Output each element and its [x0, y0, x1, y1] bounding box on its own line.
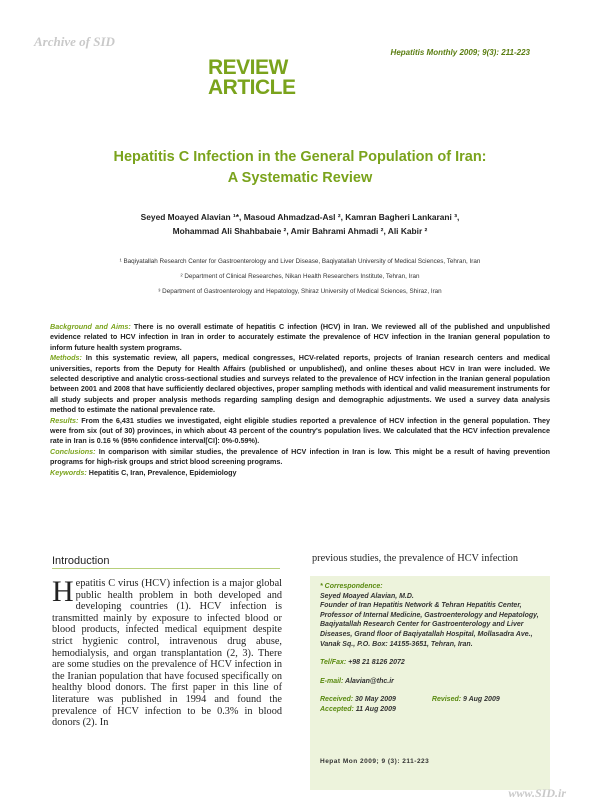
- heading-divider: [52, 568, 280, 569]
- drop-cap: H: [52, 575, 74, 608]
- revised-value: 9 Aug 2009: [461, 696, 500, 704]
- correspondence-content: [320, 582, 542, 715]
- results-text: From the 6,431 studies we investigated, eight eligible studies reported a prevalence of HCV infection in the general population. They were from six (out of 30) provinces, in which about 43 percent of the country's population lives. We calculated that the HCV infection prevalence rate in Iran is 0.16 % (95% confidence interval[CI]: 0%-0.59%).: [50, 415, 550, 446]
- correspondence-name: Seyed Moayed Alavian, M.D.: [320, 592, 414, 600]
- affiliations: [0, 254, 600, 299]
- conclusions-label: Conclusions:: [50, 446, 96, 456]
- abstract-methods: [50, 353, 550, 415]
- methods-text: In this systematic review, all papers, medical congresses, HCV-related reports, projects of Iranian research centers and medical universities, reports from the Deputy for Health Affairs (published or unpublished), and online theses about HCV in Iran were included. We selected descriptive and analytic cross-sectional studies and surveys related to the prevalence of HCV infection in the Iranian general population between 2001 and 2008 that have sufficiently declared objectives, proper sampling methods with identical and valid measurement instruments for all study subjects and proper analysis methods regarding sampling design and demographic adjustments. We used a survey data analysis method to estimate the national prevalence rate.: [50, 353, 550, 415]
- email-value: Alavian@thc.ir: [343, 677, 394, 685]
- revised-label: Revised:: [431, 696, 462, 704]
- accepted-line: [320, 705, 542, 715]
- footer-citation: Hepat Mon 2009; 9 (3): 211-223: [320, 758, 430, 765]
- results-label: Results:: [50, 415, 79, 425]
- abstract-results: [50, 416, 550, 447]
- dates-line: [320, 695, 542, 705]
- tel-value: +98 21 8126 2072: [346, 659, 405, 667]
- title-line-2: A Systematic Review: [227, 170, 373, 186]
- abstract-keywords: [50, 468, 550, 478]
- methods-label: Methods:: [50, 353, 82, 363]
- conclusions-text: In comparison with similar studies, the prevalence of HCV infection in Iran is low. This might be a result of having prevention programs for high-risk groups and strict blood screening programs.: [50, 446, 550, 467]
- authors-line-1: Seyed Moayed Alavian ¹*, Masoud Ahmadzad-Asl ², Kamran Bagheri Lankarani ³,: [140, 212, 460, 222]
- sid-watermark: www.SID.ir: [508, 786, 566, 800]
- archive-watermark: Archive of SID: [34, 34, 115, 49]
- received-label: Received:: [320, 696, 354, 704]
- tel-line: [320, 658, 542, 668]
- review-article-badge: [208, 58, 296, 98]
- introduction-body: [52, 575, 282, 729]
- accepted-value: 11 Aug 2009: [353, 705, 396, 713]
- article-title: [0, 147, 600, 189]
- tel-label: Tel/Fax:: [320, 659, 347, 667]
- affiliation-2: ² Department of Clinical Researches, Nikan Health Researchers Institute, Tehran, Iran: [180, 273, 420, 280]
- introduction-text: epatitis C virus (HCV) infection is a major global public health problem in both developed and developing countries (1). HCV infection is transmitted mainly by exposure to infected blood or blood products, infected medical equipment despite strict hygienic control, intravenous drug abuse, hemodialysis, and organ transplantation (2, 3). There are some studies on the prevalence of HCV infection in the Iranian population that have focused specifically on healthy blood donors. The first paper in this line of literature was published in 1994 and found the prevalence of HCV infection to be 0.3% in blood donors (2). In: [52, 578, 282, 729]
- received-value: 30 May 2009: [353, 696, 396, 704]
- abstract-background: [50, 322, 550, 353]
- affiliation-1: ¹ Baqiyatallah Research Center for Gastroenterology and Liver Disease, Baqiyatallah University of Medical Sciences, Tehran, Iran: [119, 258, 481, 265]
- email-line: [320, 677, 542, 687]
- authors-line-2: Mohammad Ali Shahbabaie ², Amir Bahrami Ahmadi ², Ali Kabir ²: [172, 226, 428, 236]
- abstract: [50, 322, 550, 478]
- background-label: Background and Aims:: [50, 322, 131, 331]
- correspondence-details: Founder of Iran Hepatitis Network & Tehran Hepatitis Center, Professor of Internal Medicine, Gastroenterology and Hepatology, Baqiyatallah Research Center for Gastroenterology and Liver Diseases, Grand floor of Baqiyatallah Hospital, Mollasadra Ave., Vanak Sq., P.O. Box: 14155-3651, Tehran, Iran.: [320, 602, 539, 648]
- right-column-text: previous studies, the prevalence of HCV infection: [312, 553, 518, 564]
- keywords-text: Hepatitis C, Iran, Prevalence, Epidemiology: [86, 467, 237, 477]
- title-line-1: Hepatitis C Infection in the General Population of Iran:: [113, 149, 487, 165]
- background-text: There is no overall estimate of hepatitis C infection (HCV) in Iran. We reviewed all of the published and unpublished evidence related to HCV infection in Iran in order to accurately estimate the prevalence of HCV infection in the Iranian general population to inform future health system programs.: [50, 322, 550, 352]
- keywords-label: Keywords:: [50, 467, 87, 477]
- affiliation-3: ³ Department of Gastroenterology and Hepatology, Shiraz University of Medical Sciences, Shiraz, Iran: [158, 288, 442, 295]
- author-list: [0, 210, 600, 238]
- introduction-heading: Introduction: [52, 555, 110, 567]
- email-label: E-mail:: [320, 677, 344, 685]
- badge-line-2: ARTICLE: [208, 76, 296, 99]
- abstract-conclusions: [50, 447, 550, 468]
- journal-citation: Hepatitis Monthly 2009; 9(3): 211-223: [390, 48, 530, 57]
- correspondence-label: * Correspondence:: [320, 583, 383, 590]
- accepted-label: Accepted:: [320, 705, 354, 713]
- badge-line-1: REVIEW: [208, 56, 288, 79]
